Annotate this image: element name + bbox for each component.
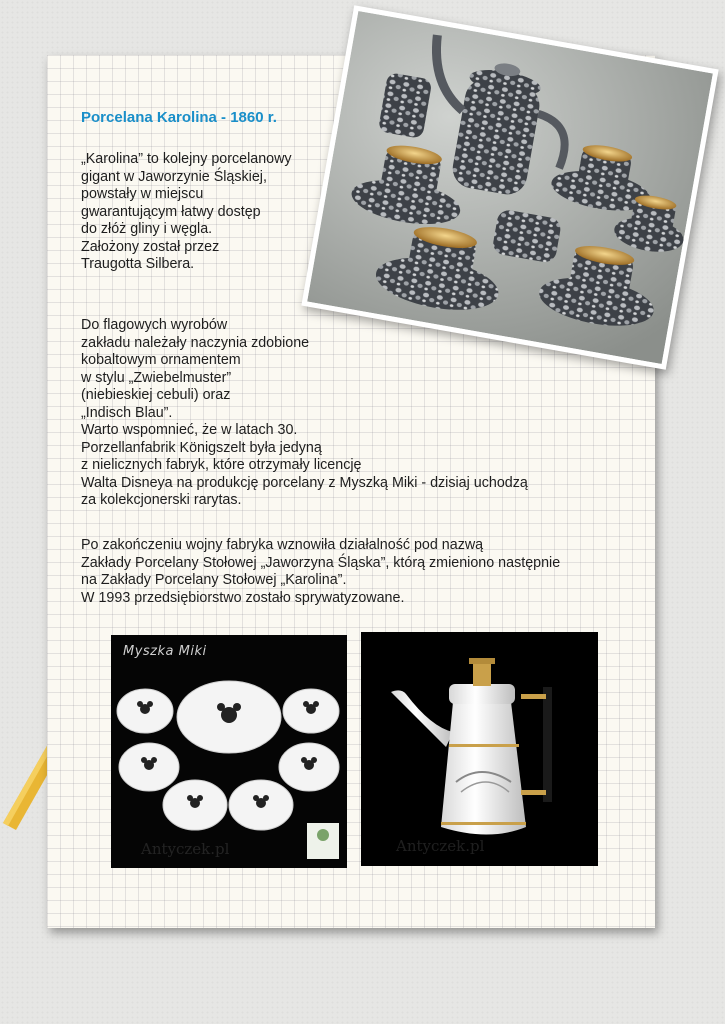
page-title: Porcelana Karolina - 1860 r. <box>81 109 277 126</box>
white-coffee-pot-photo <box>361 632 598 866</box>
watermark: Antyczek.pl <box>396 837 485 855</box>
mickey-plates-photo <box>111 635 347 868</box>
paragraph-intro: „Karolina” to kolejny porcelanowy gigant w Jaworzynie Śląskiej, powstały w miejscu gwarantującym łatwy dostęp do złóż gliny i węgla. Założony został przez Traugotta Silbera. <box>81 151 292 272</box>
coffee-set-photo <box>301 5 718 370</box>
mickey-caption: Myszka Miki <box>123 644 207 659</box>
paragraph-history: Po zakończeniu wojny fabryka wznowiła działalność pod nazwą Zakłady Porcelany Stołowej „Jaworzyna Śląska”, którą zmieniono następnie na Zakłady Porcelany Stołowej „Karolina”. W 1993 przedsiębiorstwo zostało sprywatyzowane. <box>81 537 561 606</box>
paragraph-products: Do flagowych wyrobów zakładu należały naczynia zdobione kobaltowym ornamentem w stylu „Zwiebelmuster” (niebieskiej cebuli) oraz „Indisch Blau”. Warto wspomnieć, że w latach 30. Porzellanfabrik Königszelt była jedyną z nielicznych fabryk, które otrzymały licencję Walta Disneya na produkcję porcelany z Myszką Miki - dzisiaj uchodzą za kolekcjonerski rarytas. <box>81 317 528 508</box>
watermark: Antyczek.pl <box>141 840 230 858</box>
